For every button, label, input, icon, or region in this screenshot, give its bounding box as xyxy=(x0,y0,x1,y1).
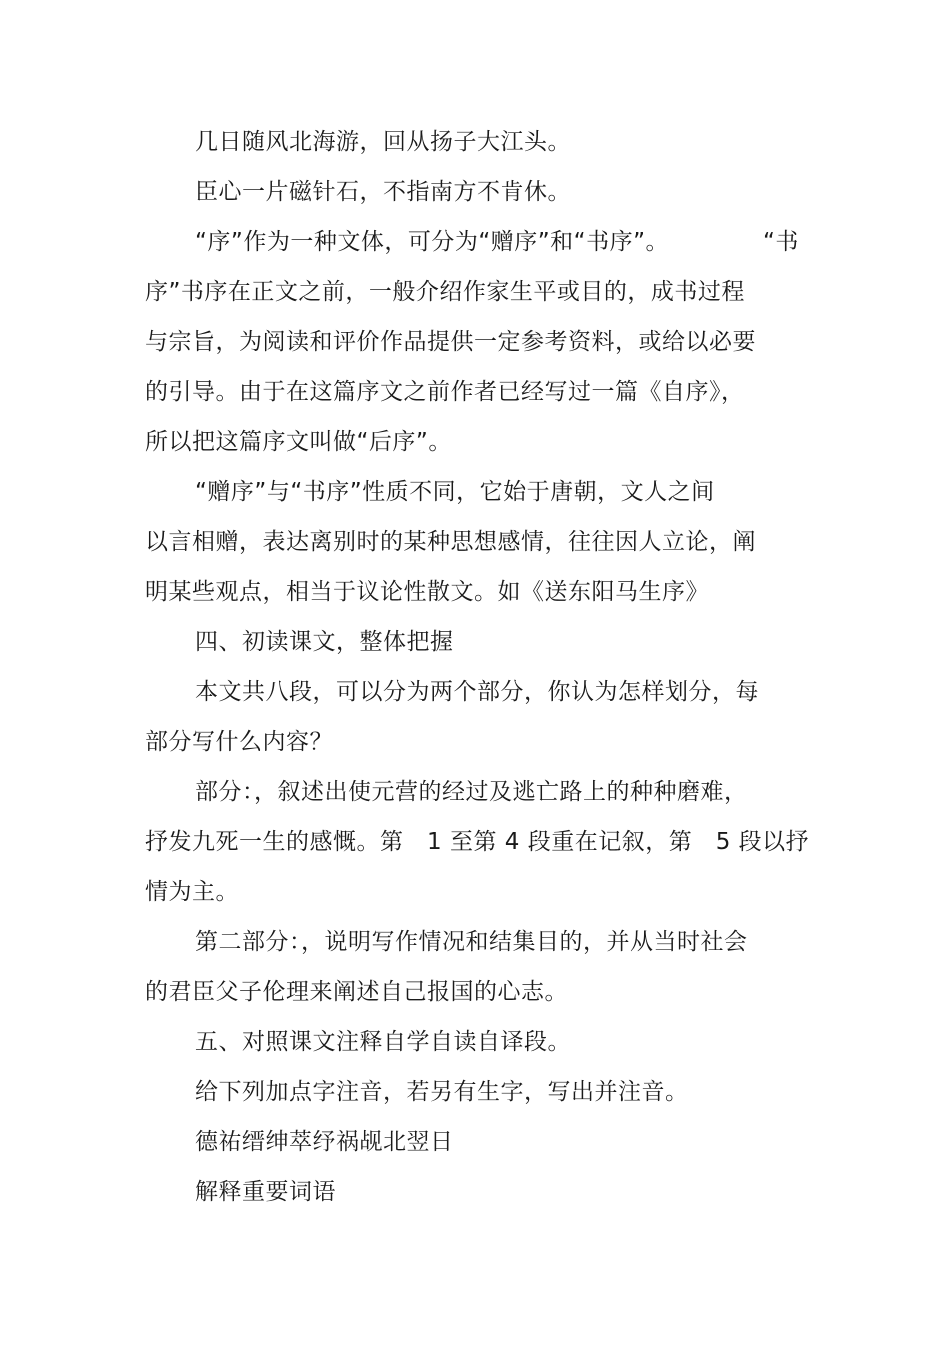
paragraph-line: 第二部分：，说明写作情况和结集目的，并从当时社会 xyxy=(195,929,748,955)
paragraph-line: 的君臣父子伦理来阐述自己报国的心志。 xyxy=(145,979,568,1005)
paragraph-line: 本文共八段，可以分为两个部分，你认为怎样划分，每 xyxy=(195,679,759,705)
section-heading: 四、初读课文，整体把握 xyxy=(195,629,454,655)
paragraph-line: 明某些观点，相当于议论性散文。如《送东阳马生序》 xyxy=(145,579,709,605)
paragraph-line: 部分写什么内容？ xyxy=(145,729,333,755)
paragraph-line: 给下列加点字注音，若另有生字，写出并注音。 xyxy=(195,1079,689,1105)
paragraph-line: “赠序”与“书序”性质不同，它始于唐朝，文人之间 xyxy=(195,479,715,505)
paragraph-line: 部分：，叙述出使元营的经过及逃亡路上的种种磨难， xyxy=(195,779,748,805)
paragraph-line: 与宗旨，为阅读和评价作品提供一定参考资料，或给以必要 xyxy=(145,329,756,355)
paragraph-line: “序”作为一种文体，可分为“赠序”和“书序”。 xyxy=(195,229,669,255)
character-list: 德祐缙绅萃纾祸觇北翌日 xyxy=(195,1129,454,1155)
paragraph-line: 解释重要词语 xyxy=(195,1179,336,1205)
paragraph-line: 序”书序在正文之前，一般介绍作家生平或目的，成书过程 xyxy=(145,279,745,305)
section-heading: 五、对照课文注释自学自读自译段。 xyxy=(195,1029,571,1055)
paragraph-line: “书 xyxy=(763,229,799,255)
paragraph-line: 以言相赠，表达离别时的某种思想感情，往往因人立论，阐 xyxy=(145,529,756,555)
poem-line-2: 臣心一片磁针石，不指南方不肯休。 xyxy=(195,179,571,205)
paragraph-line: 的引导。由于在这篇序文之前作者已经写过一篇《自序》， xyxy=(145,379,745,405)
paragraph-line: 所以把这篇序文叫做“后序”。 xyxy=(145,429,452,455)
poem-line-1: 几日随风北海游，回从扬子大江头。 xyxy=(195,129,571,155)
paragraph-line: 情为主。 xyxy=(145,879,239,905)
paragraph-line: 抒发九死一生的感慨。第 1 至第 4 段重在记叙，第 5 段以抒 xyxy=(145,829,810,855)
